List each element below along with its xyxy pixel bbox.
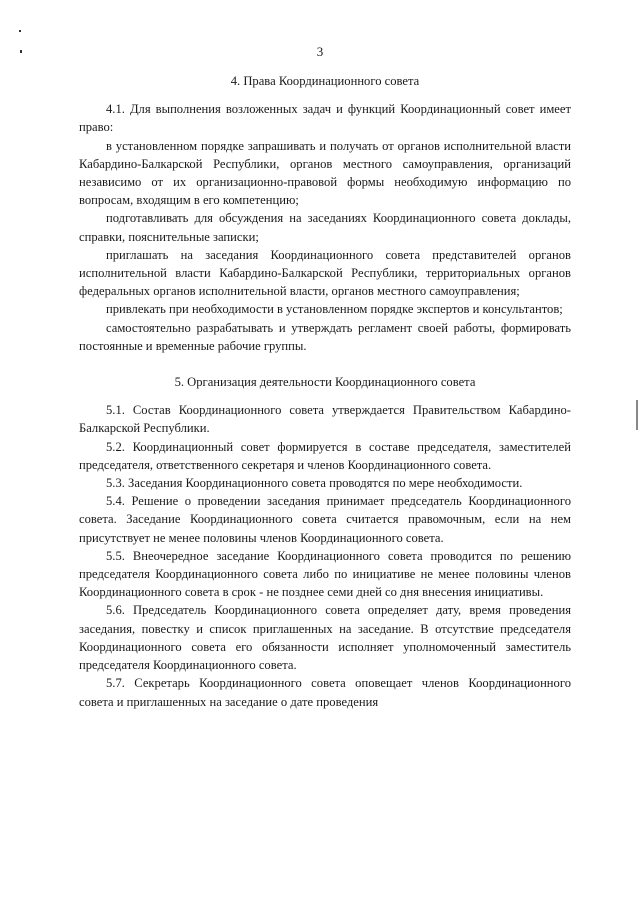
- scan-mark-top-left: [19, 30, 21, 32]
- section-5-heading: 5. Организация деятельности Координационного совета: [174, 375, 476, 390]
- paragraph-5-6: 5.6. Председатель Координационного совета определяет дату, время проведения заседания, повестку и список приглашенных на заседание. В отсутствие председателя Координационного совета его обязанности исполняет уполномоченный заместитель председателя Координационного совета.: [79, 603, 571, 673]
- paragraph-5-3: 5.3. Заседания Координационного совета проводятся по мере необходимости.: [106, 476, 523, 491]
- paragraph-4-1: 4.1. Для выполнения возложенных задач и функций Координационный совет имеет право:: [79, 102, 571, 135]
- paragraph-5-7: 5.7. Секретарь Координационного совета оповещает членов Координационного совета и приглашенных на заседание о дате проведения: [79, 676, 571, 709]
- paragraph-5-5: 5.5. Внеочередное заседание Координационного совета проводится по решению председателя Координационного совета либо по инициативе не менее половины членов Координационного совета в срок - не позднее семи дней со дня внесения инициативы.: [79, 548, 571, 600]
- paragraph-5-4: 5.4. Решение о проведении заседания принимает председатель Координационного совета. Заседание Координационного совета считается правомочным, если на нем присутствует не менее половины членов Координационного совета.: [79, 494, 571, 545]
- paragraph-right-2: подготавливать для обсуждения на заседаниях Координационного совета доклады, справки, пояснительные записки;: [79, 211, 571, 244]
- document-body: [79, 62, 571, 711]
- paragraph-right-1: в установленном порядке запрашивать и получать от органов исполнительной власти Кабардино-Балкарской Республики, органов местного самоуправления, организаций независимо от их организационно-правовой формы необходимую информацию по вопросам, входящим в его компетенцию;: [79, 138, 571, 208]
- section-4-heading: 4. Права Координационного совета: [230, 74, 420, 88]
- paragraph-5-2: 5.2. Координационный совет формируется в составе председателя, заместителей председателя, ответственного секретаря и членов Координационного совета.: [79, 439, 571, 472]
- paragraph-right-3: приглашать на заседания Координационного совета представителей органов исполнительной власти Кабардино-Балкарской Республики, территориальных органов федеральных органов исполнительной власти, органов местного самоуправления;: [79, 247, 571, 299]
- page-number: 3: [316, 44, 324, 59]
- paragraph-right-4: привлекать при необходимости в установленном порядке экспертов и консультантов;: [106, 302, 563, 317]
- paragraph-5-1: 5.1. Состав Координационного совета утверждается Правительством Кабардино-Балкарской Республики.: [79, 403, 571, 436]
- scan-mark-right: [636, 400, 638, 430]
- paragraph-right-5: самостоятельно разрабатывать и утверждать регламент своей работы, формировать постоянные и временные рабочие группы.: [79, 320, 571, 353]
